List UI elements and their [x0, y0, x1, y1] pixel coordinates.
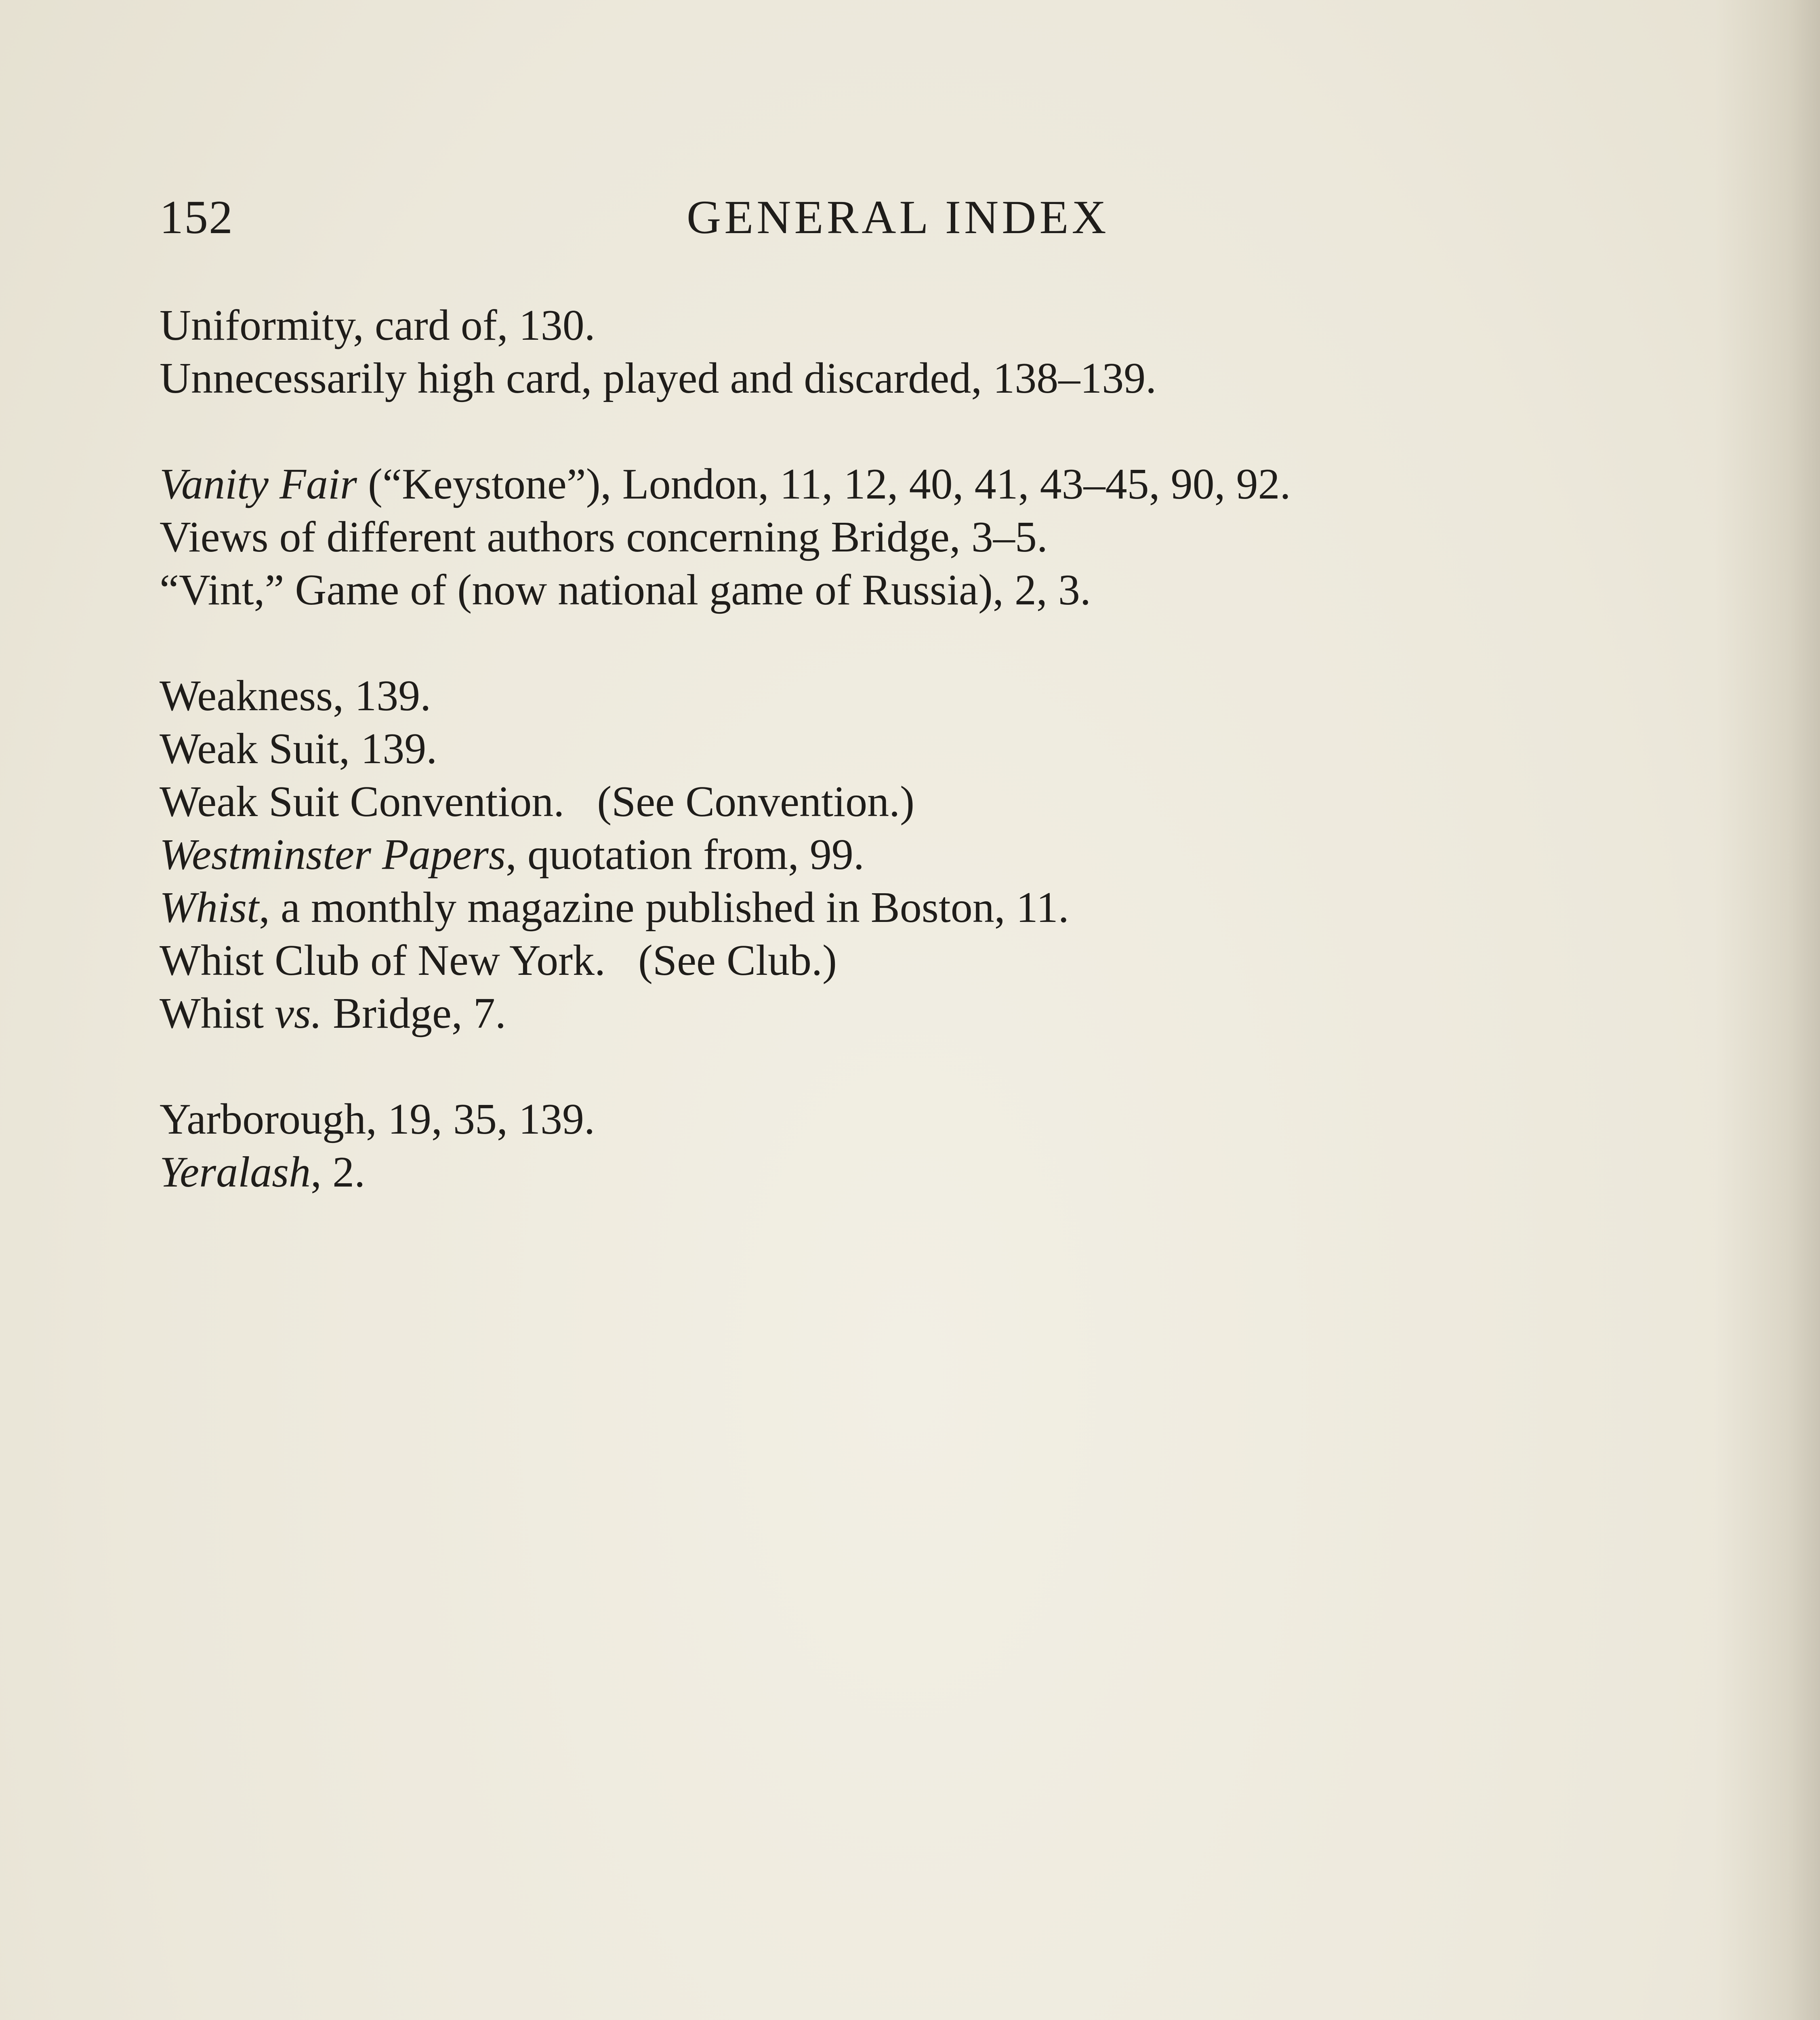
index-entry: Weak Suit, 139. — [160, 725, 437, 773]
running-head: GENERAL INDEX — [687, 191, 1110, 244]
spine-shadow — [1715, 0, 1820, 2020]
index-entry: Whist Club of New York. (See Club.) — [160, 936, 837, 985]
index-entry: Views of different authors concerning Bridge, 3–5. — [160, 513, 1048, 561]
letter-gap — [160, 1040, 1614, 1093]
letter-gap — [160, 405, 1614, 458]
index-entry: Whist, a monthly magazine published in Boston, 11. — [160, 884, 1069, 932]
index-entry: Weakness, 139. — [160, 672, 431, 720]
letter-gap — [160, 617, 1614, 669]
index-entry: Yarborough, 19, 35, 139. — [160, 1095, 595, 1143]
index-entry: Whist vs. Bridge, 7. — [160, 989, 506, 1037]
index-body — [160, 299, 1614, 1199]
page-header — [160, 190, 1505, 255]
index-entry: Unnecessarily high card, played and discarded, 138–139. — [160, 354, 1157, 402]
index-entry: Yeralash, 2. — [160, 1148, 366, 1196]
index-entry: Vanity Fair (“Keystone”), London, 11, 12, 40, 41, 43–45, 90, 92. — [160, 460, 1291, 508]
index-entry: “Vint,” Game of (now national game of Russia), 2, 3. — [160, 566, 1091, 614]
index-entry: Uniformity, card of, 130. — [160, 301, 595, 349]
page-number: 152 — [160, 191, 233, 244]
index-entry: Weak Suit Convention. (See Convention.) — [160, 778, 915, 826]
index-entry: Westminster Papers, quotation from, 99. — [160, 831, 864, 879]
